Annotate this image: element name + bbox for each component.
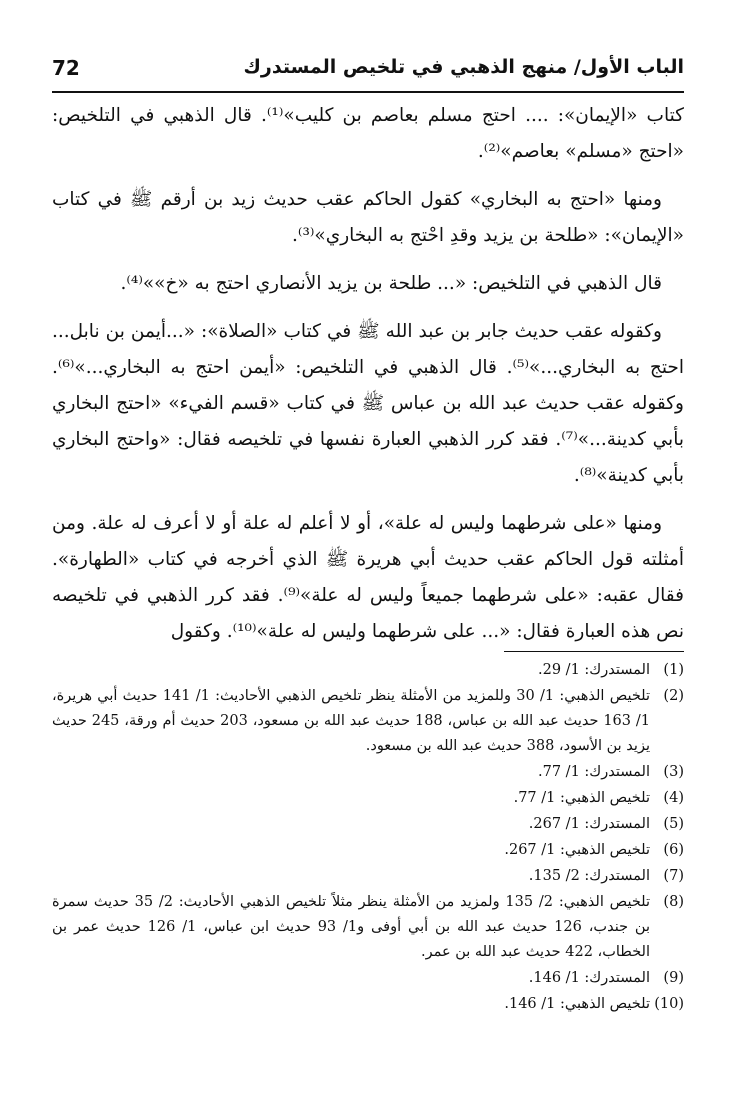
- footnote: [52, 786, 684, 811]
- footnote-divider: [504, 651, 684, 652]
- footnote-text: المستدرك: 2/ 135.: [528, 868, 650, 884]
- footnote-text: تلخيص الذهبي: 1/ 267.: [504, 842, 650, 858]
- footnote-number: (2): [663, 688, 684, 704]
- footnote-number: (7): [663, 868, 684, 884]
- footnote-number: (5): [663, 816, 684, 832]
- footnote: [52, 684, 684, 759]
- footnote-number: (10): [654, 996, 684, 1012]
- footnote-text: المستدرك: 1/ 146.: [528, 970, 650, 986]
- footnote-number: (9): [663, 970, 684, 986]
- footnote-number: (4): [663, 790, 684, 806]
- footnote-text: تلخيص الذهبي: 1/ 30 وللمزيد من الأمثلة ينظر تلخيص الذهبي الأحاديث: 1/ 141 حديث أبي هريرة، 1/ 163 حديث عبد الله بن عباس، 188 حديث عبد الله بن مسعود، 203 حديث أم ورقة، 245 حديث يزيد بن الأسود، 388 حديث عبد الله بن مسعود.: [52, 688, 651, 754]
- paragraph: ومنها «على شرطهما وليس له علة»، أو لا أعلم له علة أو لا أعرف له علة. ومن أمثلته قول الحاكم عقب حديث أبي هريرة ﷺ الذي أخرجه في كتاب «الطهارة». فقال عقبه: «على شرطهما جميعاً وليس له علة»⁽⁹⁾. فقد كرر الذهبي في تلخيصه نص هذه العبارة فقال: «... على شرطهما وليس له علة»⁽¹⁰⁾. وكقول: [52, 513, 684, 642]
- footnote: [52, 966, 684, 991]
- footnote: [52, 864, 684, 889]
- footnote: [52, 838, 684, 863]
- footnotes: [52, 658, 684, 1018]
- running-header: [52, 52, 684, 92]
- footnote-text: تلخيص الذهبي: 2/ 135 ولمزيد من الأمثلة ينظر مثلاً تلخيص الذهبي الأحاديث: 2/ 35 حديث سمرة بن جندب، 126 حديث عبد الله بن أبي أوفى و1/ 93 حديث ابن عباس، 1/ 126 حديث عمر بن الخطاب، 422 حديث عبد الله بن عمر.: [52, 894, 651, 960]
- footnote: [52, 658, 684, 683]
- main-text: [52, 98, 684, 662]
- paragraph: قال الذهبي في التلخيص: «... طلحة بن يزيد الأنصاري احتج به «خ»»⁽⁴⁾.: [120, 273, 662, 294]
- footnote-text: المستدرك: 1/ 267.: [528, 816, 650, 832]
- footnote-text: تلخيص الذهبي: 1/ 77.: [513, 790, 650, 806]
- footnote-text: المستدرك: 1/ 29.: [538, 662, 650, 678]
- paragraph: ومنها «احتج به البخاري» كقول الحاكم عقب حديث زيد بن أرقم ﷺ في كتاب «الإيمان»: «طلحة بن يزيد وقدِ احْتج به البخاري»⁽³⁾.: [52, 189, 684, 246]
- footnote-text: المستدرك: 1/ 77.: [538, 764, 650, 780]
- header-divider: [52, 91, 684, 93]
- footnote-text: تلخيص الذهبي: 1/ 146.: [504, 996, 650, 1012]
- footnote-number: (8): [663, 894, 684, 910]
- footnote-number: (6): [663, 842, 684, 858]
- document-page: [52, 0, 684, 1094]
- page-number: 72: [52, 56, 80, 80]
- footnote: [52, 992, 684, 1017]
- paragraph: وكقوله عقب حديث جابر بن عبد الله ﷺ في كتاب «الصلاة»: «...أيمن بن نابل... احتج به البخاري...»⁽⁵⁾. قال الذهبي في التلخيص: «أيمن احتج به البخاري...»⁽⁶⁾. وكقوله عقب حديث عبد الله بن عباس ﷺ في كتاب «قسم الفيء» «احتج البخاري بأبي كدينة...»⁽⁷⁾. فقد كرر الذهبي العبارة نفسها في تلخيصه فقال: «واحتج البخاري بأبي كدينة»⁽⁸⁾.: [52, 321, 684, 486]
- footnote-number: (1): [663, 662, 684, 678]
- header-title: الباب الأول/ منهج الذهبي في تلخيص المستدرك: [243, 56, 684, 78]
- footnote-number: (3): [663, 764, 684, 780]
- footnote: [52, 812, 684, 837]
- paragraph: كتاب «الإيمان»: .... احتج مسلم بعاصم بن كليب»⁽¹⁾. قال الذهبي في التلخيص: «احتج «مسلم» بعاصم»⁽²⁾.: [52, 105, 684, 162]
- footnote: [52, 890, 684, 965]
- footnote: [52, 760, 684, 785]
